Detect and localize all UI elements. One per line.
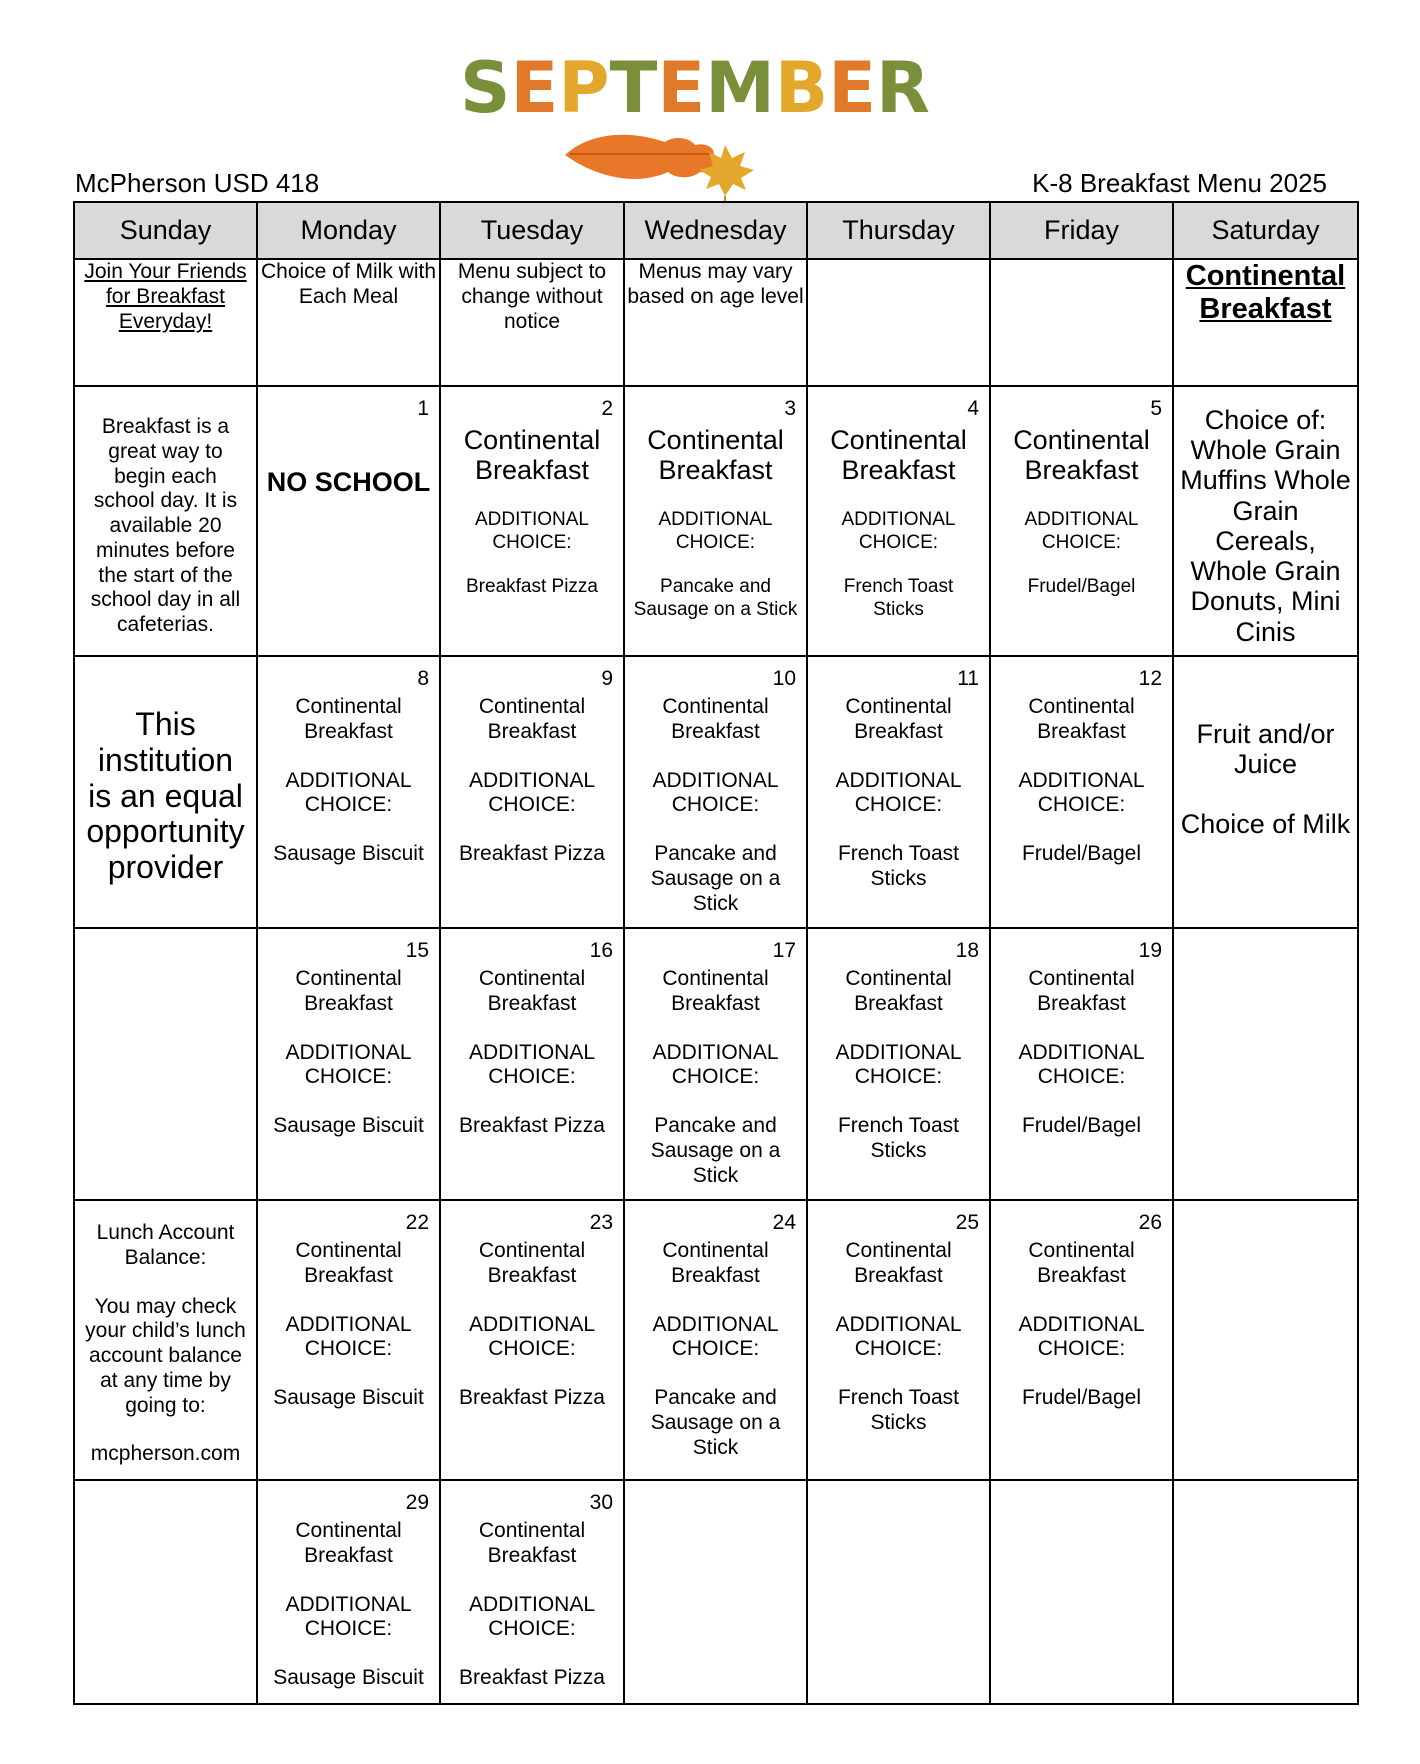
- day-cell-4: [807, 386, 990, 656]
- day-number: 26: [1138, 1211, 1162, 1234]
- additional-item: Pancake and Sausage on a Stick: [650, 1386, 781, 1459]
- info-thursday: [807, 259, 990, 386]
- additional-item: Sausage Biscuit: [273, 1666, 424, 1690]
- meal-name: Continental Breakfast: [845, 967, 952, 1015]
- meal-name: Continental Breakfast: [1013, 425, 1150, 486]
- day-cell-sunday-empty: [74, 1480, 257, 1704]
- day-cell-10: [624, 656, 807, 928]
- day-number: 24: [772, 1211, 796, 1234]
- week-row-1: [74, 386, 1358, 656]
- day-cell-3: [624, 386, 807, 656]
- day-cell-empty: [1173, 1480, 1358, 1704]
- additional-choice-label: ADDITIONAL CHOICE:: [285, 1312, 412, 1361]
- day-number: 3: [784, 397, 796, 420]
- meal-name: Continental Breakfast: [478, 1519, 586, 1567]
- additional-choice-label: ADDITIONAL CHOICE:: [468, 1312, 596, 1361]
- fruit-juice-text: Fruit and/or Juice: [1196, 719, 1335, 780]
- week-row-3: [74, 928, 1358, 1200]
- additional-choice-label: ADDITIONAL CHOICE:: [285, 768, 412, 817]
- day-cell-16: [440, 928, 624, 1200]
- additional-choice-label: ADDITIONAL CHOICE:: [835, 1312, 962, 1361]
- day-cell-empty: [624, 1480, 807, 1704]
- additional-choice-label: ADDITIONAL CHOICE:: [285, 1592, 412, 1641]
- weekday-wednesday: Wednesday: [624, 202, 807, 259]
- day-cell-saturday-empty: [1173, 928, 1358, 1200]
- weekday-friday: Friday: [990, 202, 1173, 259]
- day-cell-25: [807, 1200, 990, 1480]
- info-sunday: [74, 259, 257, 386]
- info-monday: Choice of Milk with Each Meal: [257, 259, 440, 386]
- lunch-account-website: mcpherson.com: [90, 1442, 241, 1466]
- saturday-fruit-cell: [1173, 656, 1358, 928]
- day-cell-2: [440, 386, 624, 656]
- oak-leaf-icon: [565, 135, 715, 179]
- meal-name: Continental Breakfast: [830, 425, 967, 486]
- day-cell-18: [807, 928, 990, 1200]
- additional-choice-label: ADDITIONAL CHOICE:: [1018, 1040, 1145, 1089]
- day-number: 29: [405, 1491, 429, 1514]
- join-friends-text: Join Your Friends for Breakfast Everyday!: [84, 260, 247, 333]
- additional-item: French Toast Sticks: [837, 1114, 959, 1162]
- additional-item: Breakfast Pizza: [459, 842, 605, 866]
- additional-choice-label: ADDITIONAL CHOICE:: [474, 509, 590, 553]
- additional-choice-label: ADDITIONAL CHOICE:: [1018, 768, 1145, 817]
- day-number: 19: [1138, 939, 1162, 962]
- day-number: 22: [405, 1211, 429, 1234]
- day-number: 5: [1150, 397, 1162, 420]
- week-row-2: [74, 656, 1358, 928]
- additional-choice-label: ADDITIONAL CHOICE:: [468, 768, 596, 817]
- additional-item: Frudel/Bagel: [1021, 842, 1142, 866]
- lunch-account-instructions: You may check your child’s lunch account balance at any time by going to:: [85, 1294, 246, 1417]
- day-number: 4: [967, 397, 979, 420]
- saturday-choices-cell: [1173, 386, 1358, 656]
- meal-name: Continental Breakfast: [295, 967, 402, 1015]
- additional-item: Sausage Biscuit: [273, 1386, 424, 1410]
- additional-choice-label: ADDITIONAL CHOICE:: [285, 1040, 412, 1089]
- meal-name: Continental Breakfast: [845, 1239, 952, 1287]
- additional-choice-label: ADDITIONAL CHOICE:: [841, 509, 956, 553]
- day-cell-17: [624, 928, 807, 1200]
- additional-item: Sausage Biscuit: [273, 842, 424, 866]
- day-cell-empty: [807, 1480, 990, 1704]
- day-cell-29: [257, 1480, 440, 1704]
- meal-name: Continental Breakfast: [845, 695, 952, 743]
- weekday-monday: Monday: [257, 202, 440, 259]
- meal-name: Continental Breakfast: [1028, 695, 1135, 743]
- day-number: 30: [589, 1491, 613, 1514]
- additional-item: Pancake and Sausage on a Stick: [650, 1114, 781, 1187]
- additional-choice-label: ADDITIONAL CHOICE:: [468, 1592, 596, 1641]
- day-cell-30: [440, 1480, 624, 1704]
- meal-name: Continental Breakfast: [662, 695, 769, 743]
- info-tuesday: Menu subject to change without notice: [440, 259, 624, 386]
- meal-name: Continental Breakfast: [295, 695, 402, 743]
- day-cell-8: [257, 656, 440, 928]
- weekday-header-row: [74, 202, 1358, 259]
- day-cell-19: [990, 928, 1173, 1200]
- day-cell-11: [807, 656, 990, 928]
- menu-name: K-8 Breakfast Menu 2025: [1032, 168, 1327, 198]
- breakfast-calendar: [73, 201, 1359, 1705]
- week-row-4: [74, 1200, 1358, 1480]
- additional-choice-label: ADDITIONAL CHOICE:: [468, 1040, 596, 1089]
- weekday-saturday: Saturday: [1173, 202, 1358, 259]
- month-title: SEPTEMBER: [460, 47, 930, 129]
- continental-breakfast-heading: Continental Breakfast: [1185, 260, 1346, 326]
- meal-name: Continental Breakfast: [478, 1239, 586, 1287]
- day-number: 17: [772, 939, 796, 962]
- meal-name: Continental Breakfast: [662, 967, 769, 1015]
- weekday-sunday: Sunday: [74, 202, 257, 259]
- equal-opportunity-cell: [74, 656, 257, 928]
- additional-item: Frudel/Bagel: [1021, 1386, 1142, 1410]
- day-cell-26: [990, 1200, 1173, 1480]
- day-cell-sunday-empty: [74, 928, 257, 1200]
- district-name: McPherson USD 418: [75, 168, 320, 198]
- meal-name: Continental Breakfast: [478, 695, 586, 743]
- additional-item: Breakfast Pizza: [466, 576, 598, 598]
- info-saturday: [1173, 259, 1358, 386]
- info-row: [74, 259, 1358, 386]
- additional-choice-label: ADDITIONAL CHOICE:: [652, 1040, 779, 1089]
- day-cell-23: [440, 1200, 624, 1480]
- continental-choices-list: Choice of: Whole Grain Muffins Whole Grain Cereals, Whole Grain Donuts, Mini Cinis: [1180, 405, 1351, 647]
- info-wednesday: Menus may vary based on age level: [624, 259, 807, 386]
- day-number: 9: [601, 667, 613, 690]
- weekday-thursday: Thursday: [807, 202, 990, 259]
- choice-of-milk-text: Choice of Milk: [1180, 809, 1351, 840]
- day-cell-9: [440, 656, 624, 928]
- week-row-5: [74, 1480, 1358, 1704]
- meal-name: Continental Breakfast: [647, 425, 784, 486]
- day-cell-24: [624, 1200, 807, 1480]
- additional-choice-label: ADDITIONAL CHOICE:: [652, 1312, 779, 1361]
- additional-choice-label: ADDITIONAL CHOICE:: [835, 768, 962, 817]
- day-cell-12: [990, 656, 1173, 928]
- additional-choice-label: ADDITIONAL CHOICE:: [1018, 1312, 1145, 1361]
- day-number: 25: [955, 1211, 979, 1234]
- lunch-account-cell: [74, 1200, 257, 1480]
- day-cell-5: [990, 386, 1173, 656]
- weekday-tuesday: Tuesday: [440, 202, 624, 259]
- breakfast-info-note: Breakfast is a great way to begin each school day. It is available 20 minutes before the start of the school day in all cafeterias.: [90, 415, 241, 637]
- additional-item: Pancake and Sausage on a Stick: [650, 842, 781, 915]
- meal-name: Continental Breakfast: [1028, 1239, 1135, 1287]
- additional-item: French Toast Sticks: [837, 1386, 959, 1434]
- additional-item: Breakfast Pizza: [459, 1666, 605, 1690]
- day-number: 18: [955, 939, 979, 962]
- meal-name: Continental Breakfast: [662, 1239, 769, 1287]
- additional-choice-label: ADDITIONAL CHOICE:: [652, 768, 779, 817]
- meal-name: Continental Breakfast: [1028, 967, 1135, 1015]
- day-cell-empty: [990, 1480, 1173, 1704]
- day-cell-sunday-note: [74, 386, 257, 656]
- additional-item: Frudel/Bagel: [1027, 576, 1136, 598]
- equal-opportunity-statement: This institution is an equal opportunity provider: [86, 706, 245, 886]
- additional-item: Sausage Biscuit: [273, 1114, 424, 1138]
- meal-name: Continental Breakfast: [463, 425, 601, 486]
- september-title-art: [460, 47, 930, 200]
- meal-name: Continental Breakfast: [295, 1519, 402, 1567]
- day-number: 2: [601, 397, 613, 420]
- no-school-label: NO SCHOOL: [266, 467, 431, 497]
- additional-item: French Toast Sticks: [843, 576, 954, 620]
- day-number: 10: [772, 667, 796, 690]
- day-cell-1: [257, 386, 440, 656]
- day-number: 11: [957, 667, 979, 690]
- day-number: 12: [1138, 667, 1162, 690]
- additional-item: Breakfast Pizza: [459, 1386, 605, 1410]
- additional-item: Pancake and Sausage on a Stick: [633, 576, 798, 620]
- day-number: 23: [589, 1211, 613, 1234]
- additional-choice-label: ADDITIONAL CHOICE:: [1024, 509, 1139, 553]
- day-number: 8: [417, 667, 429, 690]
- additional-item: Frudel/Bagel: [1021, 1114, 1142, 1138]
- meal-name: Continental Breakfast: [295, 1239, 402, 1287]
- additional-choice-label: ADDITIONAL CHOICE:: [835, 1040, 962, 1089]
- day-cell-15: [257, 928, 440, 1200]
- info-friday: [990, 259, 1173, 386]
- lunch-account-heading: Lunch Account Balance:: [96, 1221, 235, 1269]
- additional-choice-label: ADDITIONAL CHOICE:: [658, 509, 773, 553]
- additional-item: Breakfast Pizza: [459, 1114, 605, 1138]
- day-cell-22: [257, 1200, 440, 1480]
- september-title-graphic: [460, 47, 930, 200]
- additional-item: French Toast Sticks: [837, 842, 959, 890]
- day-cell-saturday-empty: [1173, 1200, 1358, 1480]
- day-number: 15: [405, 939, 429, 962]
- day-number: 1: [417, 397, 429, 420]
- meal-name: Continental Breakfast: [478, 967, 586, 1015]
- day-number: 16: [589, 939, 613, 962]
